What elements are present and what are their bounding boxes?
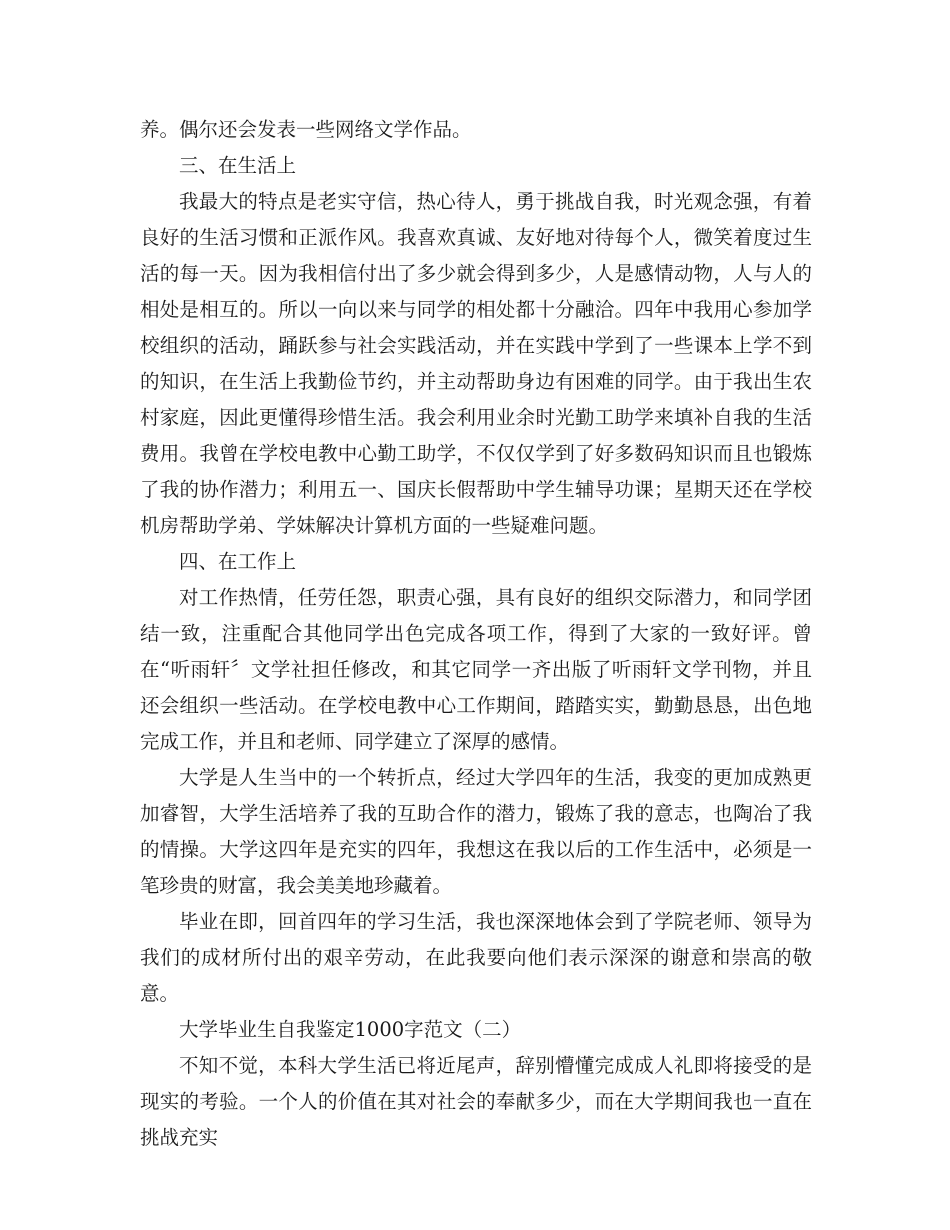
paragraph-university-summary: 大学是人生当中的一个转折点，经过大学四年的生活，我变的更加成熟更加睿智，大学生活培养了我的互助合作的潜力，锻炼了我的意志，也陶冶了我的情操。大学这四年是充实的四年，我想这在我以后的工作生活中，必须是一笔珍贵的财富，我会美美地珍藏着。 bbox=[140, 766, 812, 897]
section-heading-sample-two: 大学毕业生自我鉴定1000字范文（二） bbox=[179, 1018, 522, 1041]
paragraph-sample-two-intro: 不知不觉，本科大学生活已将近尾声，辞别懵懂完成成人礼即将接受的是现实的考验。一个人的价值在其对社会的奉献多少，而在大学期间我也一直在挑战充实 bbox=[140, 1054, 812, 1149]
document-page bbox=[140, 112, 812, 1156]
paragraph-life: 我最大的特点是老实守信，热心待人，勇于挑战自我，时光观念强，有着良好的生活习惯和正派作风。我喜欢真诚、友好地对待每个人，微笑着度过生活的每一天。因为我相信付出了多少就会得到多少，人是感情动物，人与人的相处是相互的。所以一向以来与同学的相处都十分融洽。四年中我用心参加学校组织的活动，踊跃参与社会实践活动，并在实践中学到了一些课本上学不到的知识，在生活上我勤俭节约，并主动帮助身边有困难的同学。由于我出生农村家庭，因此更懂得珍惜生活。我会利用业余时光勤工助学来填补自我的生活费用。我曾在学校电教中心勤工助学，不仅仅学到了好多数码知识而且也锻炼了我的协作潜力；利用五一、国庆长假帮助中学生辅导功课；星期天还在学校机房帮助学弟、学妹解决计算机方面的一些疑难问题。 bbox=[140, 190, 812, 537]
section-heading-life: 三、在生活上 bbox=[179, 154, 297, 177]
section-heading-work: 四、在工作上 bbox=[179, 550, 297, 573]
paragraph-continuation: 养。偶尔还会发表一些网络文学作品。 bbox=[140, 118, 472, 141]
paragraph-gratitude: 毕业在即，回首四年的学习生活，我也深深地体会到了学院老师、领导为我们的成材所付出的艰辛劳动，在此我要向他们表示深深的谢意和崇高的敬意。 bbox=[140, 910, 812, 1005]
paragraph-work: 对工作热情，任劳任怨，职责心强，具有良好的组织交际潜力，和同学团结一致，注重配合其他同学出色完成各项工作，得到了大家的一致好评。曾在“听雨轩〞文学社担任修改，和其它同学一齐出版了听雨轩文学刊物，并且还会组织一些活动。在学校电教中心工作期间，踏踏实实，勤勤恳恳，出色地完成工作，并且和老师、同学建立了深厚的感情。 bbox=[140, 586, 812, 753]
